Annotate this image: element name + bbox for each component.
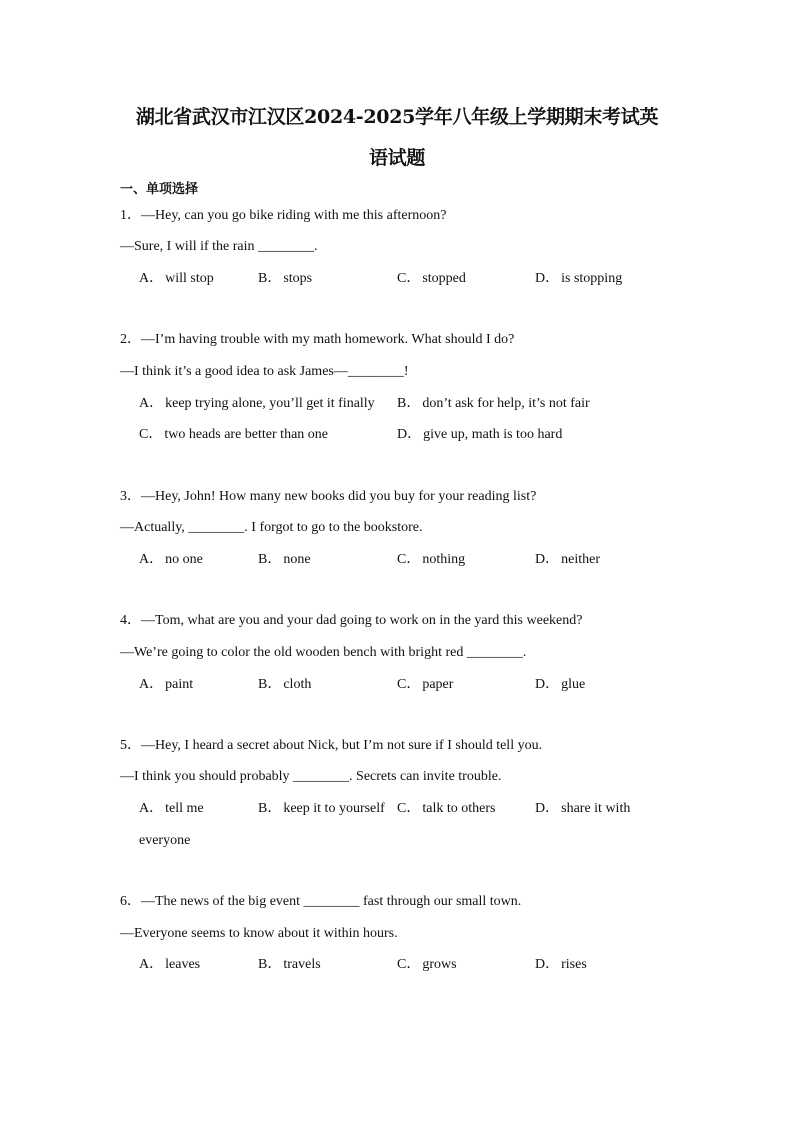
option-text: travels <box>283 957 321 972</box>
option-text: is stopping <box>561 271 623 286</box>
option-d[interactable] <box>397 426 562 444</box>
option-label: C． <box>397 552 421 567</box>
option-c[interactable] <box>397 551 465 569</box>
question-prompt: 6．—The news of the big event ________ fast through our small town. <box>120 894 522 909</box>
option-text: no one <box>165 552 203 567</box>
option-text: nothing <box>422 552 466 567</box>
option-label: B． <box>258 271 282 286</box>
option-label: D． <box>535 552 560 567</box>
option-a[interactable] <box>139 551 203 569</box>
question-prompt: 3．—Hey, John! How many new books did you buy for your reading list? <box>120 489 537 504</box>
option-label: D． <box>535 271 560 286</box>
option-text: tell me <box>165 801 204 816</box>
option-label: D． <box>535 677 560 692</box>
section-heading: 一、单项选择 <box>120 182 199 197</box>
option-text: stops <box>283 271 313 286</box>
option-text: talk to others <box>422 801 496 816</box>
exam-title-line-2: 语试题 <box>368 147 426 169</box>
option-label: C． <box>397 957 421 972</box>
option-d[interactable] <box>535 956 587 974</box>
option-b[interactable] <box>258 956 321 974</box>
option-text: cloth <box>283 677 312 692</box>
option-b[interactable] <box>258 270 312 288</box>
option-a[interactable] <box>139 270 214 288</box>
option-text: rises <box>561 957 587 972</box>
option-d[interactable] <box>535 676 585 694</box>
option-label: A． <box>139 957 164 972</box>
question-response: —Actually, ________. I forgot to go to the bookstore. <box>120 520 423 535</box>
option-label: D． <box>397 427 422 442</box>
option-text: glue <box>561 677 586 692</box>
option-text: will stop <box>165 271 214 286</box>
option-text: grows <box>422 957 457 972</box>
option-text: leaves <box>165 957 201 972</box>
question-response: —I think it’s a good idea to ask James—________! <box>120 364 409 379</box>
option-d[interactable] <box>535 551 600 569</box>
option-text: none <box>283 552 311 567</box>
option-label: B． <box>258 801 282 816</box>
option-b[interactable] <box>258 676 311 694</box>
option-c[interactable] <box>397 956 457 974</box>
option-b[interactable] <box>258 551 311 569</box>
option-c[interactable] <box>397 676 453 694</box>
option-a[interactable] <box>139 956 200 974</box>
option-label: D． <box>535 801 560 816</box>
option-label: D． <box>535 957 560 972</box>
question-prompt: 2．—I’m having trouble with my math homework. What should I do? <box>120 332 515 347</box>
option-label: C． <box>397 801 421 816</box>
option-text: paper <box>422 677 454 692</box>
option-c[interactable] <box>397 270 466 288</box>
option-text: keep trying alone, you’ll get it finally <box>165 396 375 411</box>
option-label: B． <box>258 552 282 567</box>
option-a[interactable] <box>139 395 375 413</box>
option-label: A． <box>139 677 164 692</box>
option-a[interactable] <box>139 676 193 694</box>
option-text: stopped <box>422 271 466 286</box>
option-label: C． <box>139 427 163 442</box>
option-d-continuation: everyone <box>139 833 191 848</box>
option-d[interactable] <box>535 800 630 818</box>
question-response: —I think you should probably ________. Secrets can invite trouble. <box>120 769 502 784</box>
option-label: A． <box>139 396 164 411</box>
option-label: C． <box>397 677 421 692</box>
option-text: neither <box>561 552 600 567</box>
option-c[interactable] <box>397 800 495 818</box>
exam-title-line-1: 湖北省武汉市江汉区2024-2025学年八年级上学期期末考试英 <box>135 106 659 128</box>
question-prompt: 5．—Hey, I heard a secret about Nick, but I’m not sure if I should tell you. <box>120 738 543 753</box>
option-text: share it with <box>561 801 631 816</box>
option-c[interactable] <box>139 426 328 444</box>
option-text: give up, math is too hard <box>423 427 563 442</box>
option-label: A． <box>139 801 164 816</box>
option-label: A． <box>139 271 164 286</box>
option-text: two heads are better than one <box>164 427 328 442</box>
option-text: paint <box>165 677 194 692</box>
option-a[interactable] <box>139 800 204 818</box>
option-text: don’t ask for help, it’s not fair <box>422 396 590 411</box>
option-d[interactable] <box>535 270 622 288</box>
option-label: B． <box>397 396 421 411</box>
option-b[interactable] <box>258 800 385 818</box>
question-response: —Everyone seems to know about it within hours. <box>120 926 398 941</box>
option-text: keep it to yourself <box>283 801 385 816</box>
question-prompt: 1．—Hey, can you go bike riding with me this afternoon? <box>120 208 447 223</box>
option-label: A． <box>139 552 164 567</box>
question-response: —We’re going to color the old wooden bench with bright red ________. <box>120 645 527 660</box>
option-label: B． <box>258 677 282 692</box>
question-response: —Sure, I will if the rain ________. <box>120 239 318 254</box>
question-prompt: 4．—Tom, what are you and your dad going to work on in the yard this weekend? <box>120 613 583 628</box>
option-label: C． <box>397 271 421 286</box>
option-b[interactable] <box>397 395 590 413</box>
option-label: B． <box>258 957 282 972</box>
